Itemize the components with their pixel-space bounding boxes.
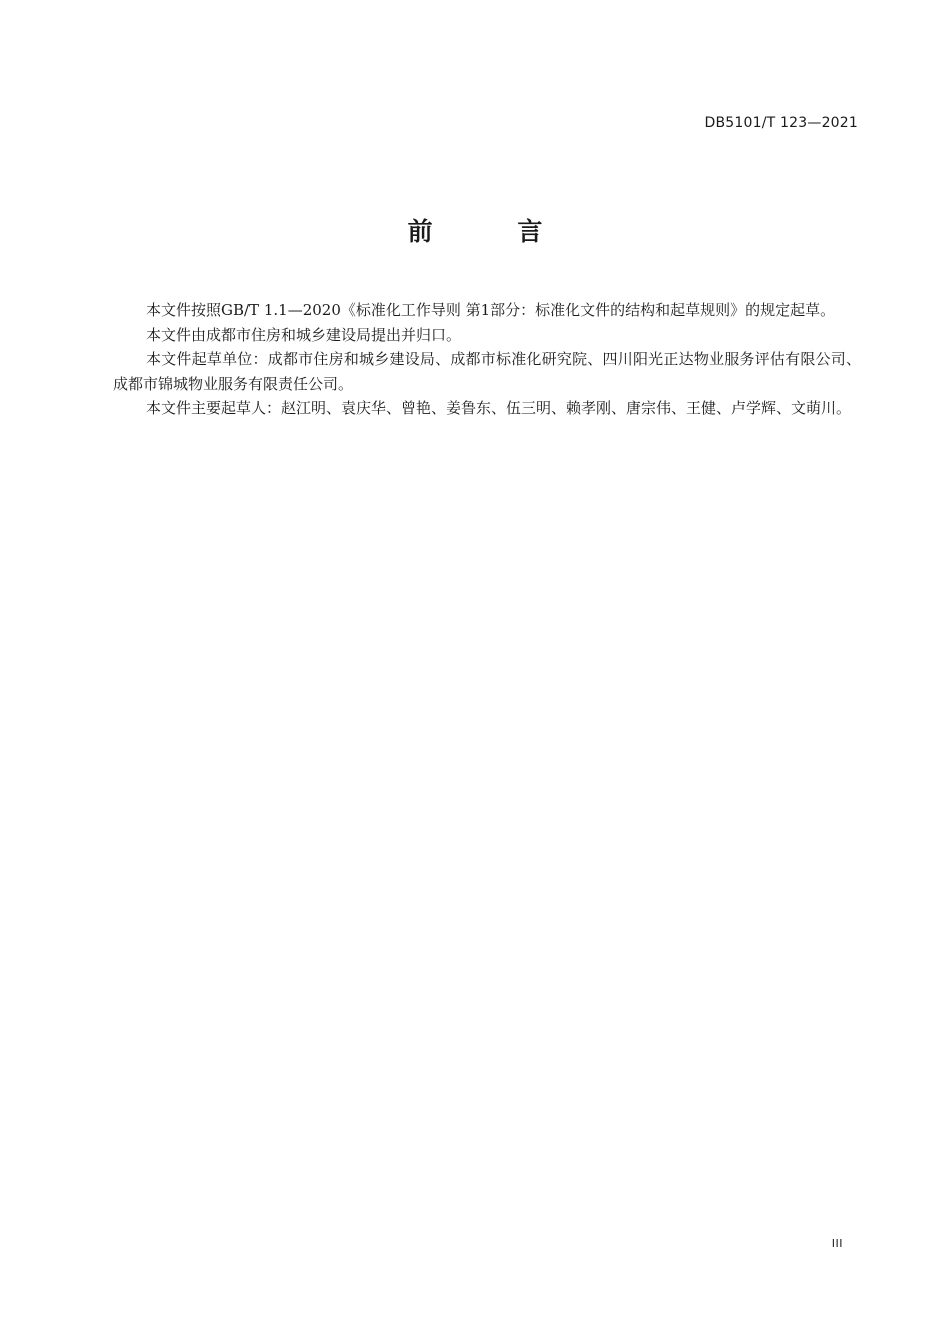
- paragraph-proposer: 本文件由成都市住房和城乡建设局提出并归口。: [146, 325, 462, 344]
- paragraph-drafting-units: 本文件起草单位：成都市住房和城乡建设局、成都市标准化研究院、四川阳光正达物业服务评估有限公司、成都市锦城物业服务有限责任公司。: [113, 350, 861, 393]
- paragraph-drafters: 本文件主要起草人：赵江明、袁庆华、曾艳、姜鲁东、伍三明、赖孝刚、唐宗伟、王健、卢学辉、文萌川。: [146, 399, 852, 417]
- document-code: DB5101/T 123—2021: [704, 115, 858, 131]
- paragraph-drafting-basis: 本文件按照GB/T 1.1—2020《标准化工作导则 第1部分：标准化文件的结构和起草规则》的规定起草。: [146, 301, 836, 319]
- page-title: 前 言: [407, 217, 581, 246]
- body-text: [113, 298, 861, 421]
- page-number: III: [831, 1237, 843, 1250]
